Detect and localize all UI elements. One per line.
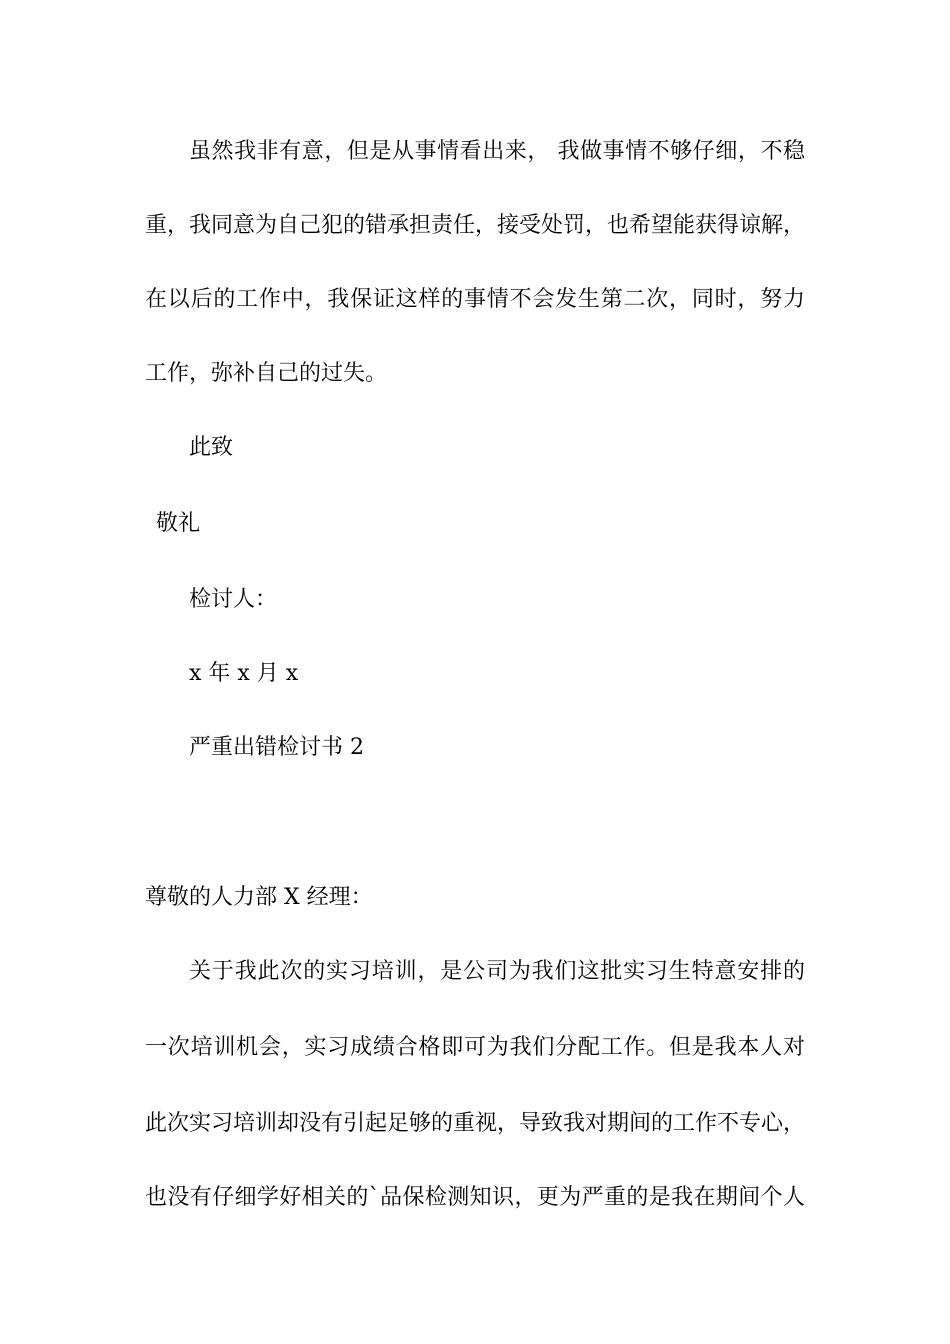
greeting-text: 尊敬的人力部 X 经理：	[145, 885, 373, 910]
paragraph-line: 在以后的工作中，我保证这样的事情不会发生第二次，同时，努力	[145, 287, 805, 312]
paragraph-line: 重，我同意为自己犯的错承担责任，接受处罚，也希望能获得谅解，	[145, 213, 806, 238]
paragraph-line: 也没有仔细学好相关的`品保检测知识，更为严重的是我在期间个人	[145, 1185, 805, 1210]
paragraph-line: 此次实习培训却没有引起足够的重视，导致我对期间的工作不专心，	[145, 1111, 806, 1136]
document-title: 严重出错检讨书 2	[189, 735, 364, 760]
date-text: x 年 x 月 x	[189, 661, 299, 686]
paragraph-line: 虽然我非有意，但是从事情看出来， 我做事情不够仔细，不稳	[189, 139, 805, 164]
signer-label: 检讨人：	[189, 587, 278, 612]
salute-text: 敬礼	[156, 511, 201, 536]
closing-text: 此致	[189, 435, 234, 460]
paragraph-line: 工作，弥补自己的过失。	[145, 361, 388, 386]
paragraph-line: 一次培训机会，实习成绩合格即可为我们分配工作。但是我本人对	[145, 1035, 805, 1060]
paragraph-line: 关于我此次的实习培训，是公司为我们这批实习生特意安排的	[189, 959, 805, 984]
